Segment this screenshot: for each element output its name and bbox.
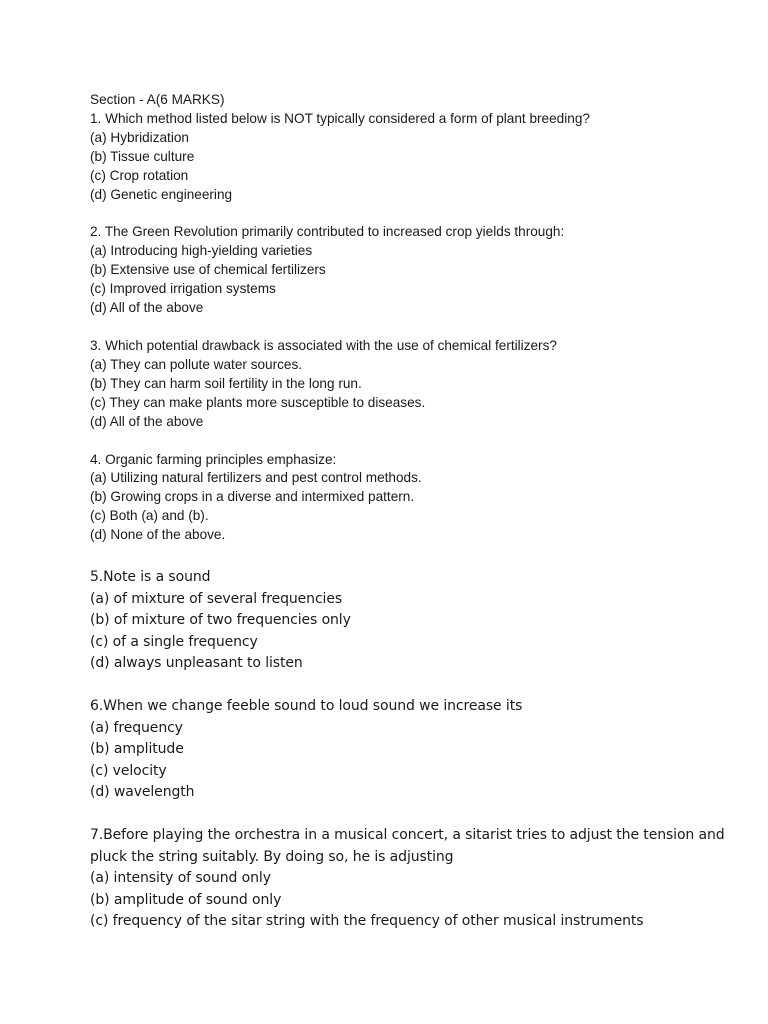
option-a: (a) Hybridization [90,129,189,145]
section-block-b [90,567,730,933]
option-d: (d) None of the above. [90,527,226,543]
section-block-a [90,91,730,545]
spacer [90,204,730,223]
option-a: (a) of mixture of several frequencies [90,590,343,607]
option-b: (b) amplitude [90,741,184,758]
option-c: (c) velocity [90,762,167,779]
question-6 [90,696,730,804]
option-b: (b) of mixture of two frequencies only [90,612,351,629]
option-b: (b) They can harm soil fertility in the long run. [90,375,362,391]
document-page [90,91,730,933]
question-5 [90,567,730,675]
question-stem: 6.When we change feeble sound to loud sound we increase its [90,698,523,715]
question-7 [90,825,730,933]
option-c: (c) frequency of the sitar string with the frequency of other musical instruments [90,913,644,930]
section-title: Section - A(6 MARKS) [90,92,225,107]
option-d: (d) All of the above [90,300,204,316]
spacer [90,318,730,337]
option-a: (a) They can pollute water sources. [90,356,303,372]
option-b: (b) Growing crops in a diverse and intermixed pattern. [90,489,415,505]
spacer [90,432,730,451]
spacer [90,545,730,567]
option-c: (c) They can make plants more susceptible to diseases. [90,394,426,410]
question-2 [90,223,730,318]
spacer [90,675,730,697]
question-stem: 3. Which potential drawback is associated with the use of chemical fertilizers? [90,337,557,353]
option-d: (d) Genetic engineering [90,186,233,202]
question-stem: 5.Note is a sound [90,569,211,586]
option-d: (d) wavelength [90,784,195,801]
spacer [90,804,730,826]
option-a: (a) Utilizing natural fertilizers and pest control methods. [90,470,422,486]
question-3 [90,337,730,432]
question-1 [90,110,730,205]
option-a: (a) Introducing high-yielding varieties [90,243,313,259]
option-b: (b) amplitude of sound only [90,891,282,908]
option-c: (c) Both (a) and (b). [90,508,209,524]
question-4 [90,451,730,546]
question-stem: 1. Which method listed below is NOT typically considered a form of plant breeding? [90,110,590,126]
option-d: (d) always unpleasant to listen [90,655,303,672]
question-stem: 4. Organic farming principles emphasize: [90,451,337,467]
option-b: (b) Tissue culture [90,148,195,164]
option-a: (a) intensity of sound only [90,870,271,887]
option-c: (c) Improved irrigation systems [90,281,276,297]
question-stem: 7.Before playing the orchestra in a musical concert, a sitarist tries to adjust the tension and pluck the string suitably. By doing so, he is adjusting [90,827,725,865]
option-c: (c) Crop rotation [90,167,189,183]
option-a: (a) frequency [90,719,183,736]
option-c: (c) of a single frequency [90,633,258,650]
option-d: (d) All of the above [90,413,204,429]
question-stem: 2. The Green Revolution primarily contributed to increased crop yields through: [90,224,565,240]
option-b: (b) Extensive use of chemical fertilizers [90,262,326,278]
